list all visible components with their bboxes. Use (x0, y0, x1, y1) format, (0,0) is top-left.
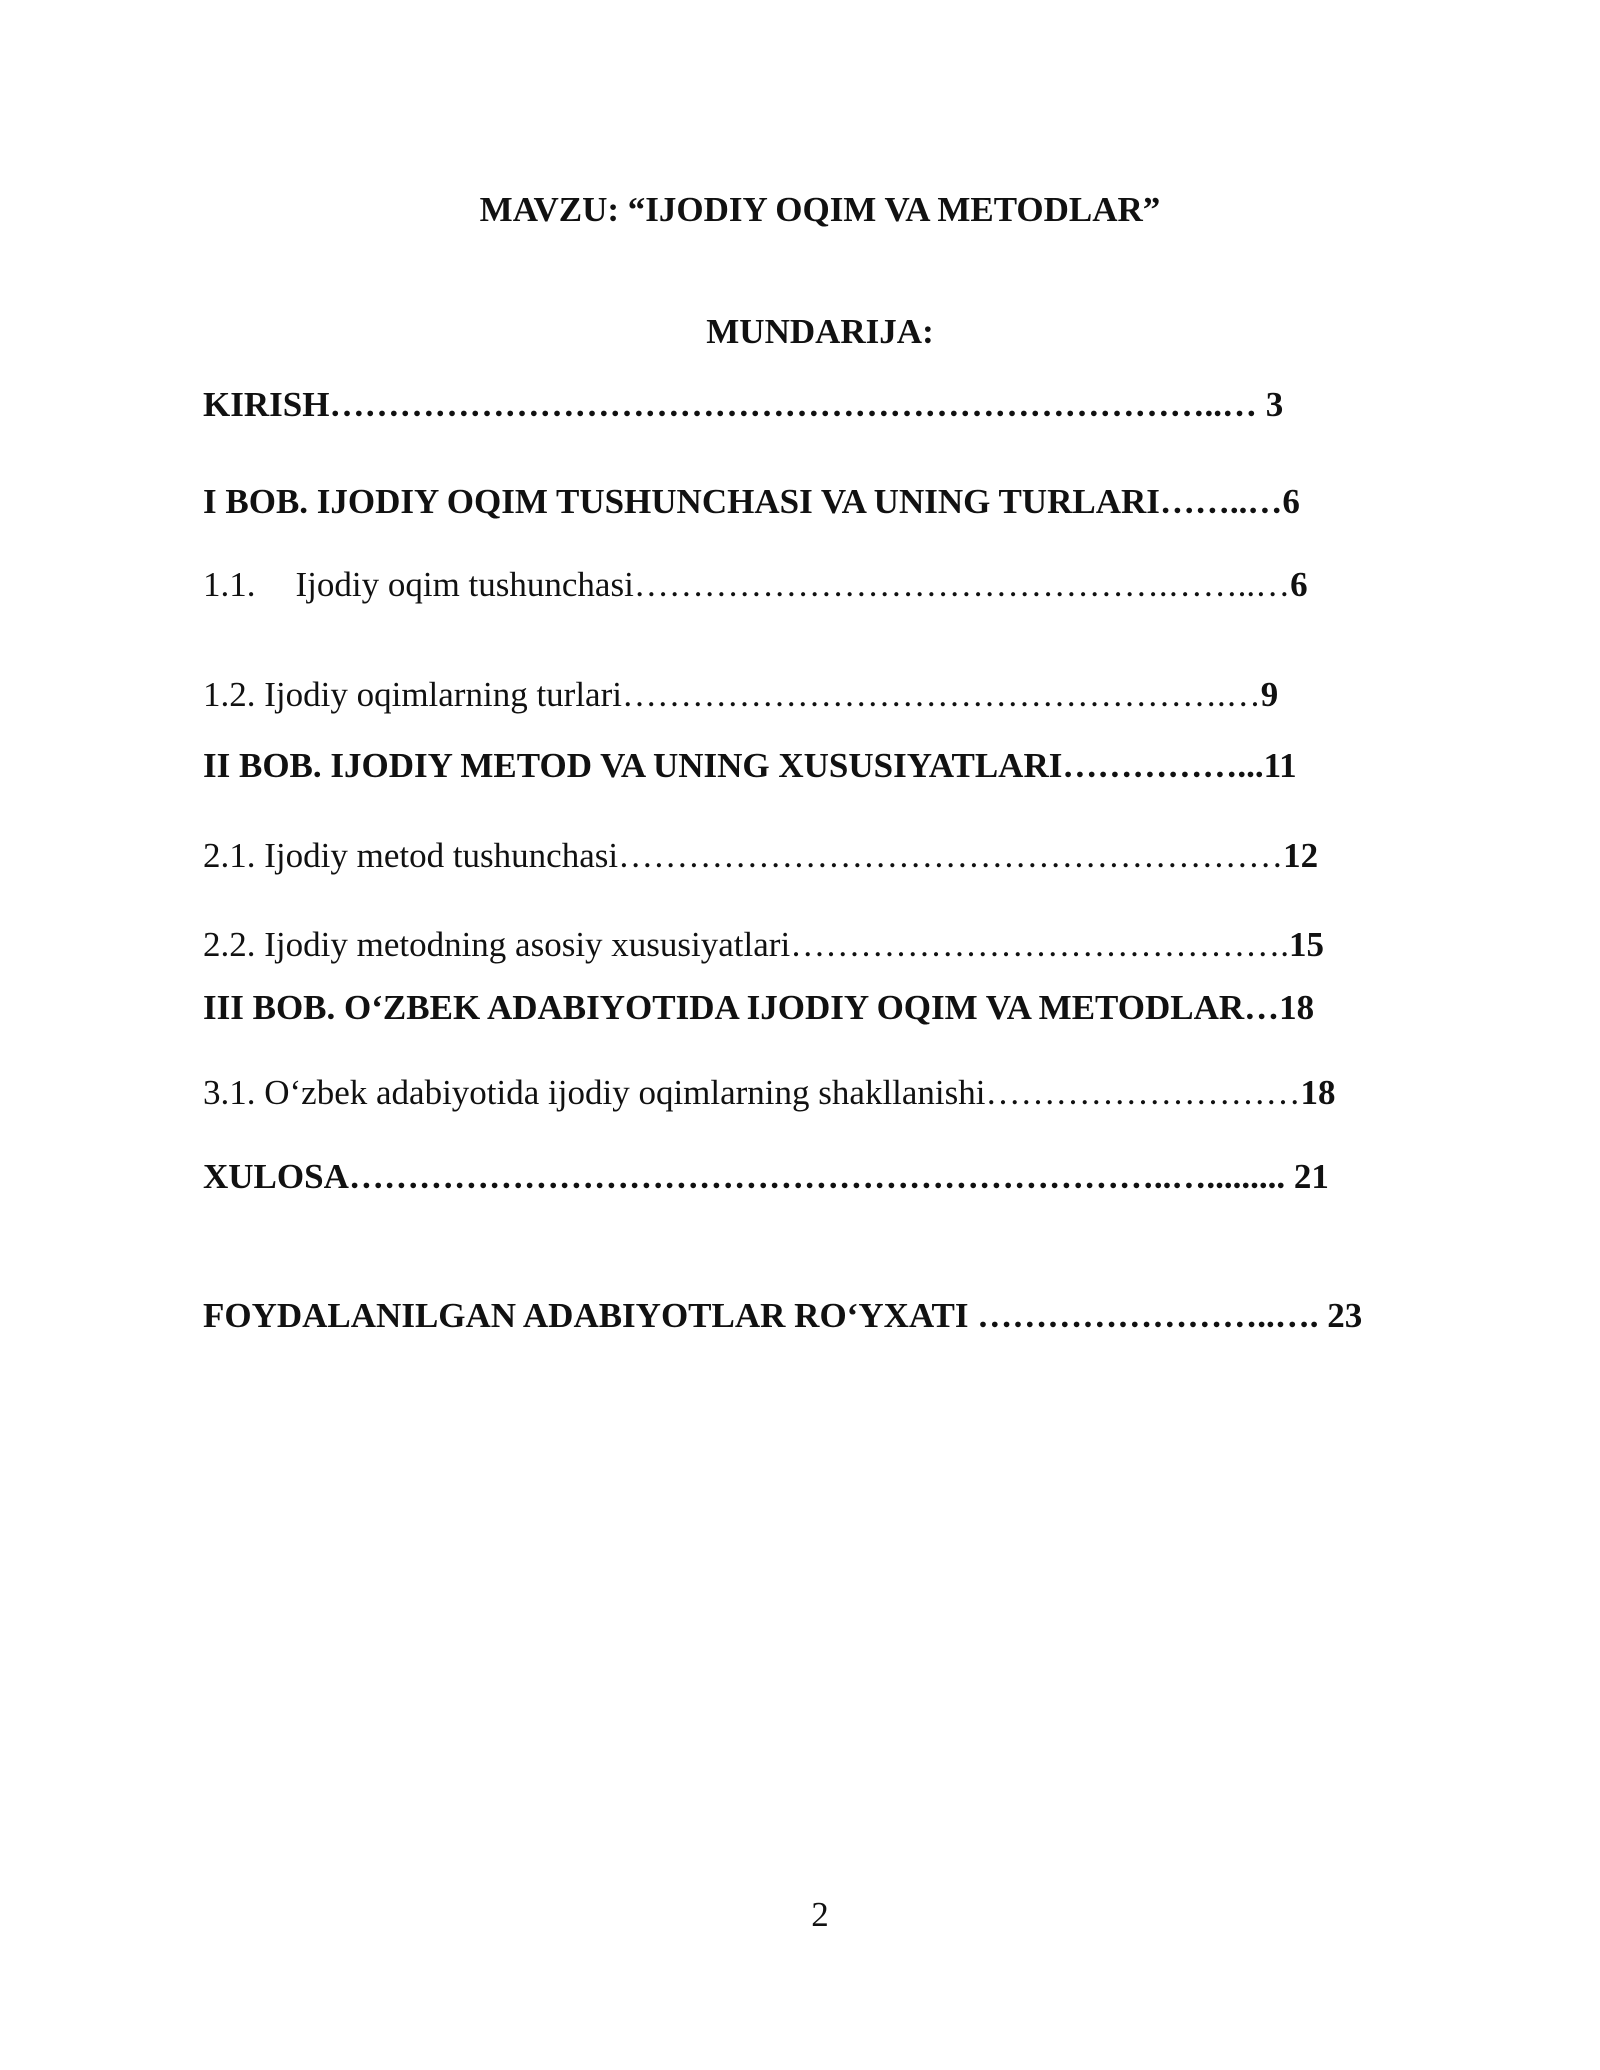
toc-entry-label: 2.1. Ijodiy metod tushunchasi (203, 836, 619, 875)
toc-entry-chapter-1 (203, 482, 1300, 522)
toc-dot-leader: … (1244, 988, 1280, 1027)
toc-entry-section-1-2 (203, 675, 1278, 715)
toc-entry-introduction (203, 385, 1283, 425)
toc-dot-leader: ……..… (1159, 482, 1283, 521)
toc-dot-leader: ……………………………………………………………..…......... (348, 1157, 1294, 1196)
toc-dot-leader: ……………………………………. (790, 925, 1289, 964)
toc-entry-label: III BOB. O‘ZBEK ADABIYOTIDA IJODIY OQIM VA METODLAR (203, 988, 1245, 1027)
toc-page-number: 18 (1279, 988, 1315, 1027)
toc-entry-chapter-2 (203, 746, 1297, 786)
page-number: 2 (811, 1895, 829, 1934)
toc-page-number: 21 (1293, 1157, 1329, 1196)
toc-entry-label: II BOB. IJODIY METOD VA UNING XUSUSIYATLARI (203, 746, 1063, 785)
toc-page-number: 18 (1300, 1073, 1336, 1112)
toc-entry-label: Ijodiy oqim tushunchasi (295, 565, 634, 604)
toc-entry-label: 3.1. O‘zbek adabiyotida ijodiy oqimlarning shakllanishi (203, 1073, 986, 1112)
toc-page-number: 6 (1282, 482, 1300, 521)
toc-entry-section-2-2 (203, 925, 1324, 965)
toc-dot-leader: …………………………………………….… (621, 675, 1261, 714)
toc-page-number: 15 (1288, 925, 1324, 964)
toc-entry-section-2-1 (203, 836, 1318, 876)
topic-title: MAVZU: “IJODIY OQIM VA METODLAR” (479, 190, 1161, 229)
toc-page-number: 11 (1263, 746, 1297, 785)
toc-page-number: 9 (1260, 675, 1279, 714)
toc-entry-section-1-1 (203, 565, 1308, 605)
toc-entry-label: I BOB. IJODIY OQIM TUSHUNCHASI VA UNING TURLARI (203, 482, 1160, 521)
toc-page-number: 6 (1290, 565, 1308, 604)
toc-entry-chapter-3 (203, 988, 1314, 1028)
toc-entry-label: 1.2. Ijodiy oqimlarning turlari (203, 675, 622, 714)
toc-entry-label: KIRISH (203, 385, 330, 424)
toc-entry-label: XULOSA (203, 1157, 349, 1196)
toc-page-number: 3 (1265, 385, 1284, 424)
toc-section-number: 1.1. (203, 565, 256, 604)
toc-entry-conclusion (203, 1157, 1329, 1197)
toc-dot-leader: ……………………… (985, 1073, 1301, 1112)
toc-dot-leader: ……………... (1062, 746, 1264, 785)
contents-heading: MUNDARIJA: (706, 312, 934, 351)
toc-dot-leader: …………………………………………………………………..… (329, 385, 1266, 424)
toc-page-number: 12 (1283, 836, 1319, 875)
toc-entry-label: FOYDALANILGAN ADABIYOTLAR RO‘YXATI (203, 1296, 978, 1335)
toc-dot-leader: ……………………..…. (977, 1296, 1328, 1335)
toc-dot-leader: ………………………………………………… (618, 836, 1284, 875)
toc-dot-leader: ……………………………………….……..… (633, 565, 1291, 604)
toc-entry-label: 2.2. Ijodiy metodning asosiy xususiyatlari (203, 925, 791, 964)
toc-entry-section-3-1 (203, 1073, 1336, 1113)
toc-page-number: 23 (1327, 1296, 1363, 1335)
toc-entry-references (203, 1296, 1362, 1336)
